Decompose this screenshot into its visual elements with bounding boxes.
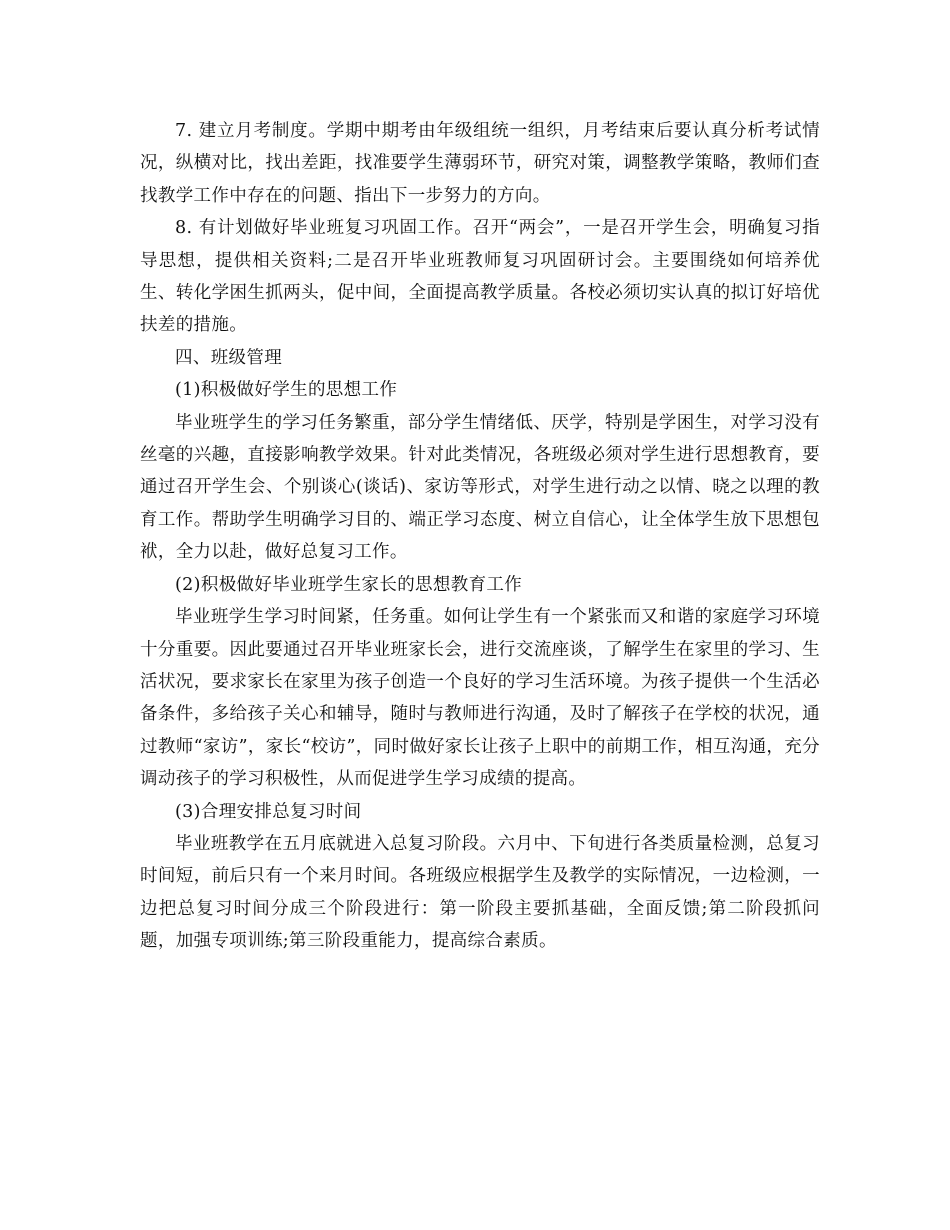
- document-page: [140, 115, 820, 958]
- paragraph-parent-education: 毕业班学生学习时间紧，任务重。如何让学生有一个紧张而又和谐的家庭学习环境十分重要。因此要通过召开毕业班家长会，进行交流座谈，了解学生在家里的学习、生活状况，要求家长在家里为孩子创造一个良好的学习生活环境。为孩子提供一个生活必备条件，多给孩子关心和辅导，随时与教师进行沟通，及时了解孩子在学校的状况，通过教师“家访”，家长“校访”，同时做好家长让孩子上职中的前期工作，相互沟通，充分调动孩子的学习积极性，从而促进学生学习成绩的提高。: [140, 607, 820, 790]
- paragraph-review-work: 8. 有计划做好毕业班复习巩固工作。召开“两会”，一是召开学生会，明确复习指导思想，提供相关资料;二是召开毕业班教师复习巩固研讨会。主要围绕如何培养优生、转化学困生抓两头，促中间，全面提高教学质量。各校必须切实认真的拟订好培优扶差的措施。: [140, 218, 820, 336]
- subheading-student-thought-work: (1)积极做好学生的思想工作: [175, 380, 398, 401]
- section-heading-class-management: 四、班级管理: [175, 347, 283, 368]
- paragraph-monthly-exam: 7. 建立月考制度。学期中期考由年级组统一组织，月考结束后要认真分析考试情况，纵横对比，找出差距，找准要学生薄弱环节，研究对策，调整教学策略，教师们查找教学工作中存在的问题、指出下一步努力的方向。: [140, 121, 820, 206]
- paragraph-student-thought-work: 毕业班学生的学习任务繁重，部分学生情绪低、厌学，特别是学困生，对学习没有丝毫的兴趣，直接影响教学效果。针对此类情况，各班级必须对学生进行思想教育，要通过召开学生会、个别谈心(谈话)、家访等形式，对学生进行动之以情、晓之以理的教育工作。帮助学生明确学习目的、端正学习态度、树立自信心，让全体学生放下思想包袱，全力以赴，做好总复习工作。: [140, 412, 820, 563]
- paragraph-review-schedule: 毕业班教学在五月底就进入总复习阶段。六月中、下旬进行各类质量检测，总复习时间短，前后只有一个来月时间。各班级应根据学生及教学的实际情况，一边检测，一边把总复习时间分成三个阶段进行：第一阶段主要抓基础，全面反馈;第二阶段抓问题，加强专项训练;第三阶段重能力，提高综合素质。: [140, 833, 820, 952]
- subheading-review-schedule: (3)合理安排总复习时间: [175, 801, 362, 822]
- subheading-parent-education: (2)积极做好毕业班学生家长的思想教育工作: [175, 574, 523, 595]
